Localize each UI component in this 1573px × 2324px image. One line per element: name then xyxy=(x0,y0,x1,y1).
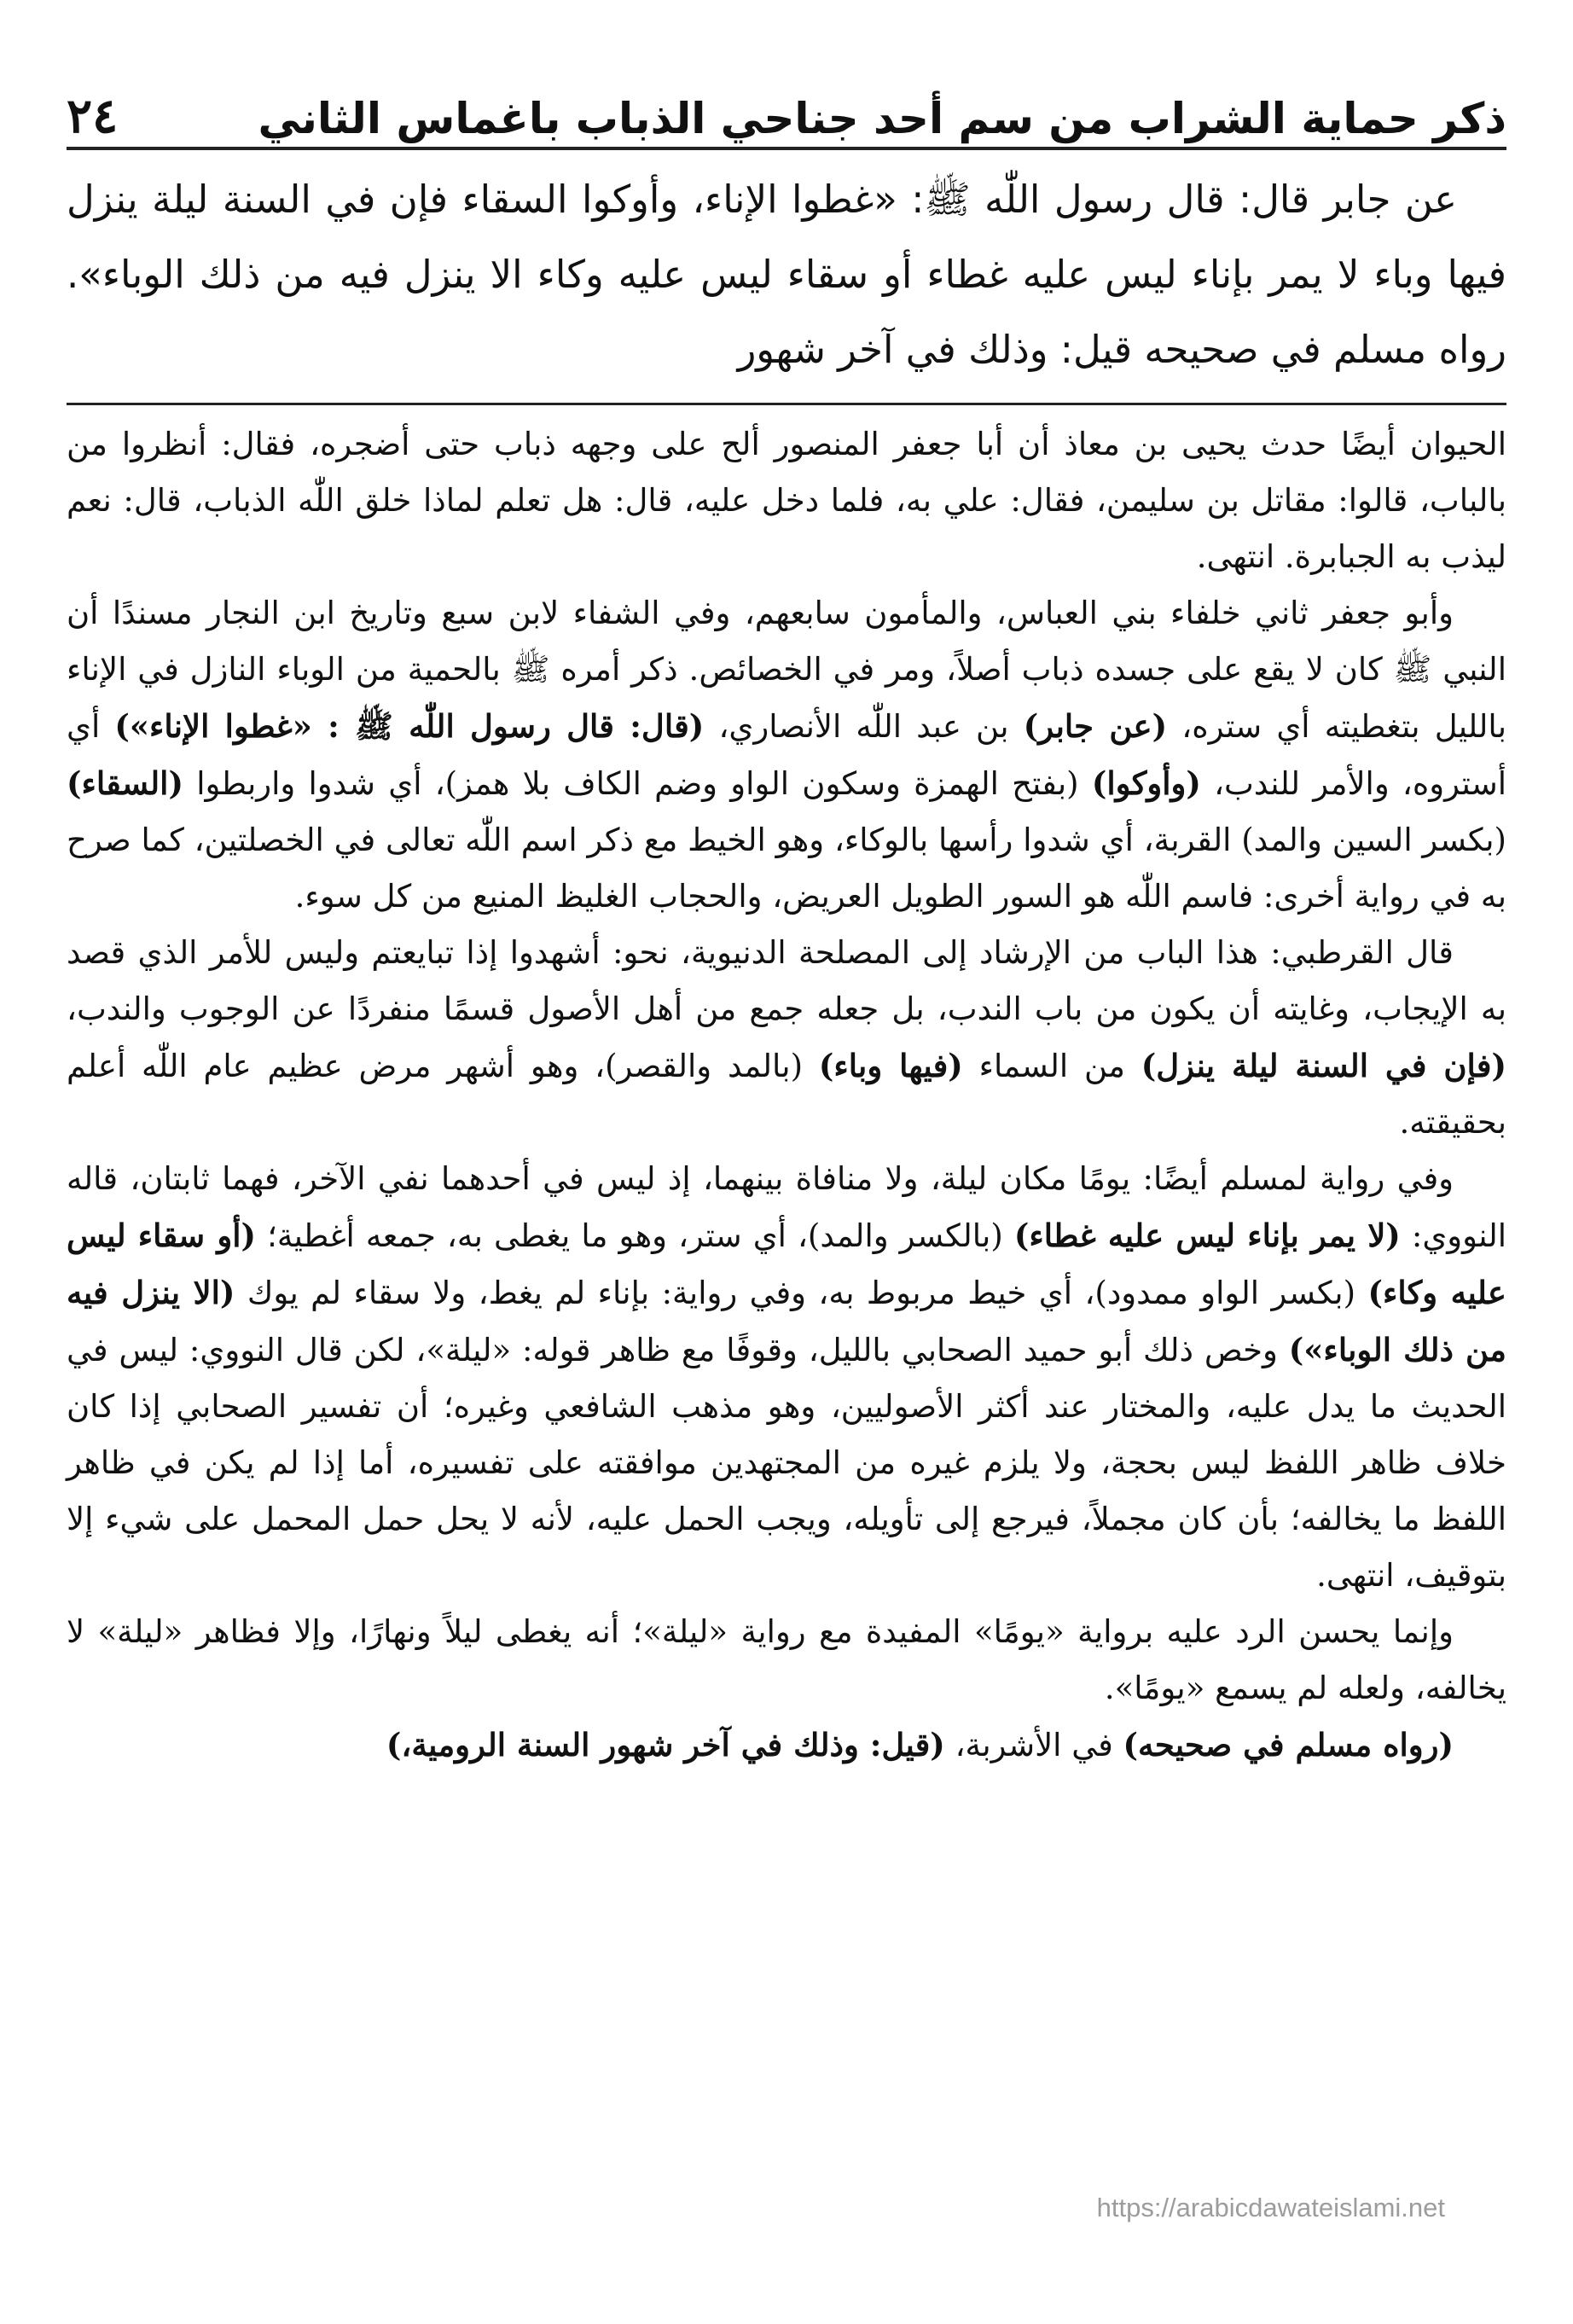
hadith-text xyxy=(67,162,1506,387)
text-run: وفي رواية لمسلم أيضًا: يومًا مكان ليلة، ولا منافاة بينهما، إذ ليس في أحدهما نفي الآخر، فهما ثابتان، قاله النووي: xyxy=(67,1160,1507,1254)
page-header xyxy=(67,55,1506,144)
commentary-paragraph-1: الحيوان أيضًا حدث يحيى بن معاذ أن أبا جعفر المنصور ألح على وجهه ذباب حتى أضجره، فقال: أنظروا من بالباب، قالوا: مقاتل بن سليمن، فقال: علي به، فلما دخل عليه، قال: هل تعلم لماذا خلق اللّٰه الذباب، قال: نعم ليذب به الجبابرة. انتهى. xyxy=(67,426,1506,575)
separator-rule xyxy=(67,403,1506,405)
commentary-paragraph-6 xyxy=(67,1717,1506,1774)
quoted-text: (فإن في السنة ليلة ينزل) xyxy=(1141,1047,1506,1084)
quoted-text: (لا يمر بإناء ليس عليه غطاء) xyxy=(1013,1217,1401,1254)
text-run: بن عبد اللّٰه الأنصاري، xyxy=(704,708,1024,745)
quoted-text: (فيها وباء) xyxy=(818,1047,963,1084)
text-run: (بكسر الواو ممدود)، أي خيط مربوط به، وفي رواية: بإناء لم يغط، ولا سقاء لم يوك xyxy=(235,1275,1368,1311)
hadith-paragraph: عن جابر قال: قال رسول اللّٰه ﷺ: «غطوا الإناء، وأوكوا السقاء فإن في السنة ليلة ينزل فيها وباء لا يمر بإناء ليس عليه غطاء أو سقاء ليس عليه وكاء الا ينزل فيه من ذلك الوباء». رواه مسلم في صحيحه قيل: وذلك في آخر شهور xyxy=(67,177,1506,372)
text-run: وأبو جعفر ثاني خلفاء بني العباس، والمأمون سابعهم، وفي الشفاء لابن سبع وتاريخ ابن النجار مسندًا أن النبي ﷺ كان لا يقع على جسده ذباب أصلاً، ومر في الخصائص. ذكر أمره ﷺ بالحمية من الوباء النازل في الإناء بالليل بتغطيته أي ستره، xyxy=(67,595,1506,745)
text-run: وخص ذلك أبو حميد الصحابي بالليل، وقوفًا مع ظاهر قوله: «ليلة»، لكن قال النووي: ليس في الحديث ما يدل عليه، والمختار عند أكثر الأصوليين، وهو مذهب الشافعي وغيره؛ أن تفسير الصحابي إذا كان خلاف ظاهر اللفظ ليس بحجة، ولا يلزم غيره من المجتهدين موافقته على تفسيره، أما إذا لم يكن في ظاهر اللفظ ما يخالفه؛ بأن كان مجملاً، فيرجع إلى تأويله، ويجب الحمل عليه، لأنه لا يحل حمل المحمل على شيء إلا بتوقيف، انتهى. xyxy=(67,1332,1506,1594)
commentary-paragraph-3 xyxy=(67,925,1506,1151)
commentary xyxy=(67,416,1506,1774)
quoted-text: (قال: قال رسول اللّٰه ﷺ : «غطوا الإناء») xyxy=(114,707,705,745)
running-title: ذكر حماية الشراب من سم أحد جناحي الذباب باغماس الثاني xyxy=(258,94,1506,143)
text-run: أي أستروه، والأمر للندب، xyxy=(67,708,1506,802)
text-run: (بالكسر والمد)، أي ستر، وهو ما يغطى به، جمعه أغطية؛ xyxy=(256,1217,1014,1254)
commentary-paragraph-2 xyxy=(67,585,1506,925)
text-run: (بفتح الهمزة وسكون الواو وضم الكاف بلا همز)، أي شدوا واربطوا xyxy=(183,765,1092,802)
text-run: (بكسر السين والمد) القربة، أي شدوا رأسها بالوكاء، وهو الخيط مع ذكر اسم اللّٰه تعالى في الخصلتين، كما صرح به في رواية أخرى: فاسم اللّٰه هو السور الطويل العريض، والحجاب الغليظ المنيع من كل سوء. xyxy=(67,822,1506,915)
text-run: (بالمد والقصر)، وهو أشهر مرض عظيم عام اللّٰه أعلم بحقيقته. xyxy=(67,1048,1506,1141)
quoted-text: (أو سقاء ليس عليه وكاء) xyxy=(67,1217,1506,1311)
quoted-text: (الا ينزل فيه من ذلك الوباء») xyxy=(67,1274,1506,1368)
text-run: في الأشربة، xyxy=(944,1727,1123,1763)
text-run: من السماء xyxy=(962,1048,1141,1084)
watermark-url: https://arabicdawateislami.net xyxy=(1096,2193,1445,2222)
quoted-text: (وأوكوا) xyxy=(1091,764,1201,802)
quoted-text: (رواه مسلم في صحيحه) xyxy=(1123,1726,1454,1763)
quoted-text: (عن جابر) xyxy=(1023,707,1168,745)
quoted-text: (قيل: وذلك في آخر شهور السنة الرومية،) xyxy=(386,1726,945,1763)
page-number: ٢٤ xyxy=(67,88,119,144)
quoted-text: (السقاء) xyxy=(67,764,183,802)
commentary-paragraph-5: وإنما يحسن الرد عليه برواية «يومًا» المفيدة مع رواية «ليلة»؛ أنه يغطى ليلاً ونهارًا، وإلا فظاهر «ليلة» لا يخالفه، ولعله لم يسمع «يومًا». xyxy=(67,1613,1506,1706)
text-run: قال القرطبي: هذا الباب من الإرشاد إلى المصلحة الدنيوية، نحو: أشهدوا إذا تبايعتم وليس للأمر الذي قصد به الإيجاب، وغايته أن يكون من باب الندب، بل جعله جمع من أهل الأصول قسمًا منفردًا عن الوجوب والندب، xyxy=(67,934,1507,1027)
commentary-paragraph-4 xyxy=(67,1151,1506,1604)
header-rule xyxy=(67,147,1506,150)
